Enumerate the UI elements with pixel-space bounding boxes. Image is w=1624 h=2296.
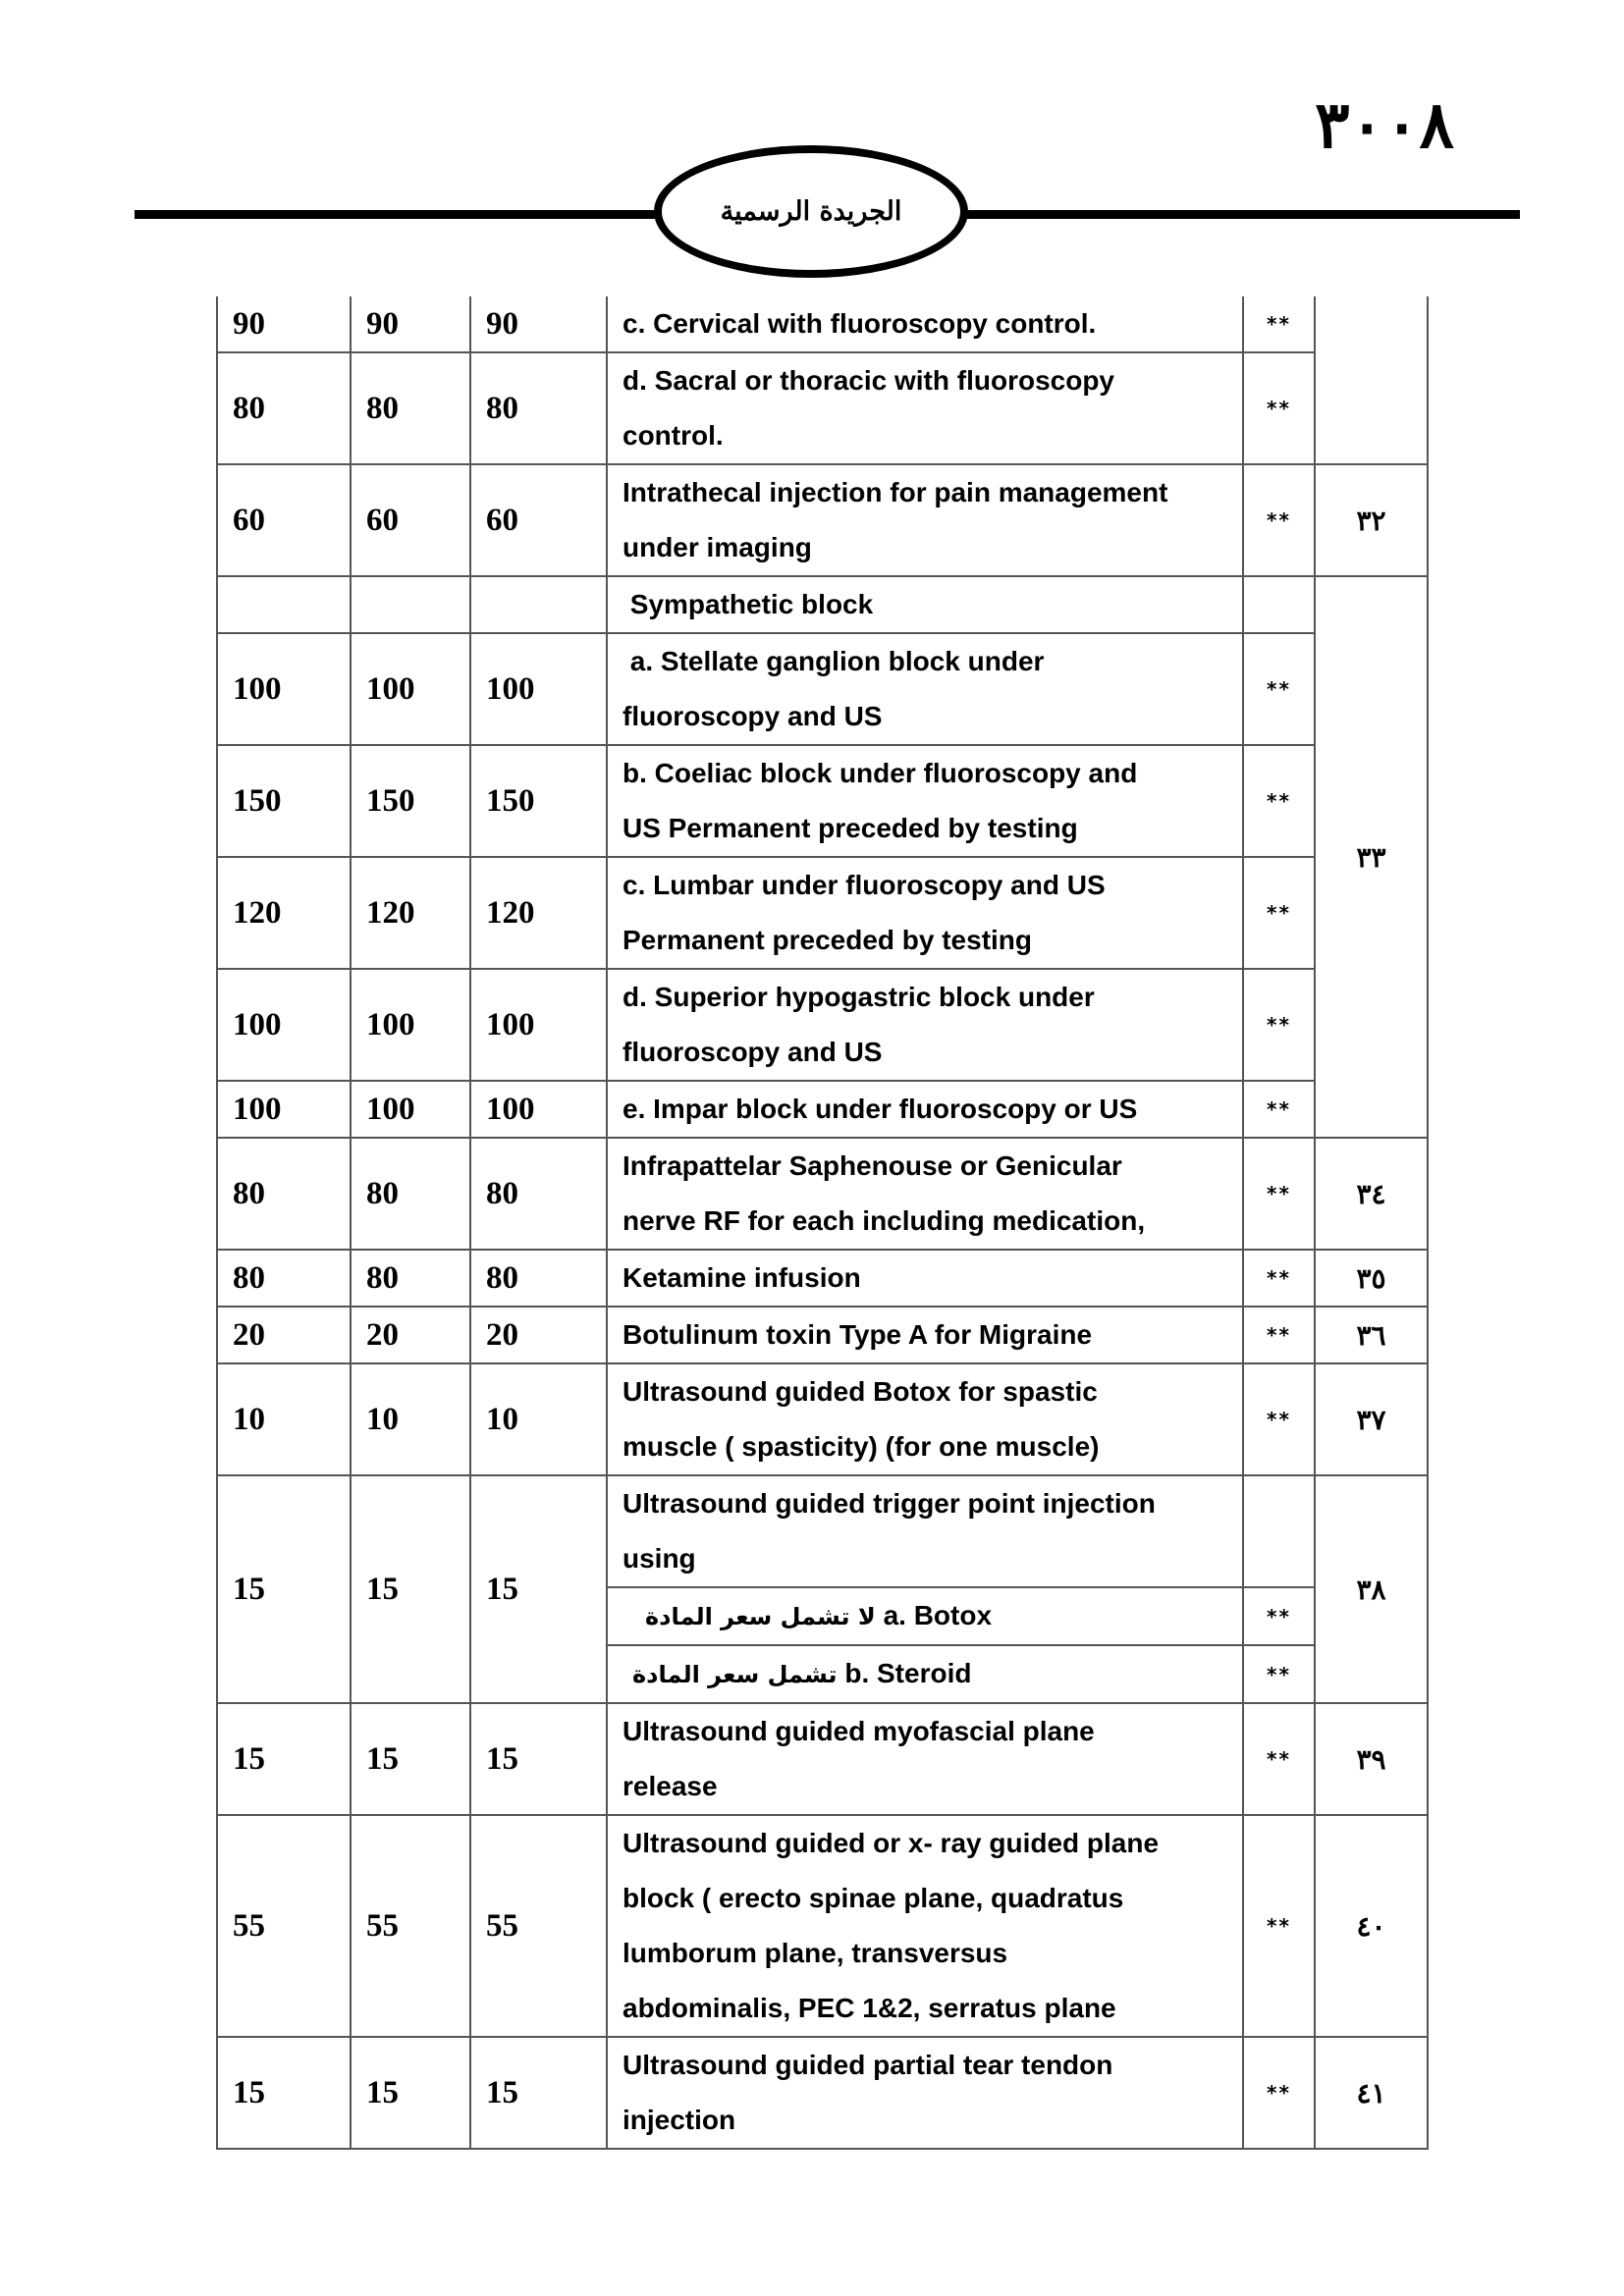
code-cell: ** (1243, 464, 1315, 576)
table-row (217, 1138, 1428, 1250)
fee-cell: 80 (470, 1250, 607, 1307)
description-cell (607, 969, 1243, 1081)
fee-cell: 120 (217, 857, 351, 969)
code-cell: ** (1243, 1250, 1315, 1307)
fee-cell: 100 (351, 1081, 470, 1138)
description-line: Ultrasound guided Botox for spastic (623, 1376, 1098, 1407)
fee-cell: 90 (470, 296, 607, 352)
fee-cell: 80 (217, 1138, 351, 1250)
header-rule-left (135, 210, 665, 219)
code-cell: ** (1243, 1587, 1315, 1645)
table-row (217, 1475, 1428, 1587)
fee-cell: 100 (351, 969, 470, 1081)
arabic-note: تشمل سعر المادة (632, 1661, 838, 1688)
fee-cell: 60 (470, 464, 607, 576)
fee-cell: 100 (217, 1081, 351, 1138)
table-row (217, 1250, 1428, 1307)
fee-cell: 15 (217, 2037, 351, 2149)
code-cell: ** (1243, 1703, 1315, 1815)
item-number-cell: ٣٥ (1315, 1250, 1428, 1307)
fee-cell: 150 (351, 745, 470, 857)
fee-cell: 80 (470, 352, 607, 464)
description-line: using (623, 1543, 696, 1574)
table-row (217, 352, 1428, 464)
fee-cell: 150 (217, 745, 351, 857)
fee-cell: 10 (217, 1363, 351, 1475)
description-line (632, 1646, 1230, 1702)
description-line: Infrapattelar Saphenouse or Genicular (623, 1150, 1122, 1181)
table-row (217, 1363, 1428, 1475)
fee-table (216, 296, 1429, 2150)
description-line: d. Sacral or thoracic with fluoroscopy (623, 365, 1114, 396)
table-row (217, 464, 1428, 576)
table-row (217, 1815, 1428, 2037)
code-cell: ** (1243, 352, 1315, 464)
description-line: b. Coeliac block under fluoroscopy and (623, 758, 1138, 788)
fee-cell: 15 (351, 1703, 470, 1815)
description-cell (607, 745, 1243, 857)
table-row (217, 1081, 1428, 1138)
fee-cell: 15 (351, 2037, 470, 2149)
fee-cell: 150 (470, 745, 607, 857)
fee-cell: 10 (470, 1363, 607, 1475)
fee-cell: 100 (470, 1081, 607, 1138)
fee-cell: 100 (217, 633, 351, 745)
description-line: control. (623, 420, 724, 451)
code-cell: ** (1243, 1363, 1315, 1475)
table-row (217, 2037, 1428, 2149)
code-cell: ** (1243, 1307, 1315, 1363)
code-cell: ** (1243, 1081, 1315, 1138)
item-number-cell: ٤٠ (1315, 1815, 1428, 2037)
description-line: Ketamine infusion (623, 1262, 861, 1293)
fee-cell: 90 (351, 296, 470, 352)
description-line: block ( erecto spinae plane, quadratus (623, 1883, 1124, 1913)
description-line: muscle ( spasticity) (for one muscle) (623, 1431, 1100, 1462)
fee-cell: 15 (470, 1475, 607, 1703)
description-cell (607, 1475, 1243, 1587)
fee-cell: 60 (351, 464, 470, 576)
description-cell (607, 857, 1243, 969)
fee-cell: 100 (351, 633, 470, 745)
item-number-cell: ٣٧ (1315, 1363, 1428, 1475)
table-row (217, 857, 1428, 969)
description-line: US Permanent preceded by testing (623, 813, 1078, 843)
fee-cell: 80 (217, 352, 351, 464)
fee-cell: 15 (470, 2037, 607, 2149)
description-cell (607, 1587, 1243, 1645)
gazette-title: الجريدة الرسمية (720, 196, 902, 227)
description-line: Ultrasound guided trigger point injection (623, 1488, 1156, 1519)
fee-cell: 55 (351, 1815, 470, 2037)
fee-cell: 80 (351, 1138, 470, 1250)
description-line: c. Lumbar under fluoroscopy and US (623, 870, 1106, 900)
description-cell (607, 2037, 1243, 2149)
option-label: a. Botox (883, 1600, 993, 1630)
fee-cell: 100 (470, 969, 607, 1081)
table-row (217, 576, 1428, 633)
description-cell (607, 1138, 1243, 1250)
fee-cell: 15 (217, 1475, 351, 1703)
fee-cell: 100 (217, 969, 351, 1081)
item-number-cell: ٣٢ (1315, 464, 1428, 576)
description-line: lumborum plane, transversus (623, 1938, 1008, 1968)
description-line: Ultrasound guided or x- ray guided plane (623, 1828, 1160, 1858)
fee-cell: 55 (217, 1815, 351, 2037)
fee-cell: 80 (470, 1138, 607, 1250)
fee-cell: 100 (470, 633, 607, 745)
description-line: abdominalis, PEC 1&2, serratus plane (623, 1993, 1116, 2023)
code-cell (1243, 1475, 1315, 1587)
page-number: ٣٠٠٨ (1315, 86, 1454, 163)
description-line: Intrathecal injection for pain management (623, 477, 1168, 507)
item-number-cell: ٣٨ (1315, 1475, 1428, 1703)
table-row (217, 1307, 1428, 1363)
description-line: e. Impar block under fluoroscopy or US (623, 1094, 1138, 1124)
table-row (217, 969, 1428, 1081)
item-number-cell: ٣٣ (1315, 576, 1428, 1138)
description-cell (607, 1081, 1243, 1138)
item-number-cell: ٣٦ (1315, 1307, 1428, 1363)
fee-cell: 10 (351, 1363, 470, 1475)
fee-cell (470, 576, 607, 633)
header-rule-right (965, 210, 1520, 219)
description-line: Sympathetic block (623, 589, 874, 619)
option-label: b. Steroid (844, 1658, 972, 1688)
table-row (217, 296, 1428, 352)
fee-cell: 120 (470, 857, 607, 969)
description-cell (607, 464, 1243, 576)
code-cell: ** (1243, 857, 1315, 969)
table-row (217, 1703, 1428, 1815)
description-cell (607, 1703, 1243, 1815)
description-line: fluoroscopy and US (623, 1037, 883, 1067)
code-cell: ** (1243, 969, 1315, 1081)
fee-cell: 55 (470, 1815, 607, 2037)
description-cell (607, 1307, 1243, 1363)
code-cell: ** (1243, 2037, 1315, 2149)
description-cell (607, 1363, 1243, 1475)
arabic-note: لا تشمل سعر المادة (645, 1603, 876, 1630)
fee-cell: 20 (217, 1307, 351, 1363)
fee-cell: 80 (351, 352, 470, 464)
description-line: Permanent preceded by testing (623, 925, 1033, 955)
description-line: Botulinum toxin Type A for Migraine (623, 1319, 1093, 1350)
description-cell (607, 296, 1243, 352)
fee-cell: 80 (351, 1250, 470, 1307)
description-line: release (623, 1771, 718, 1801)
description-cell (607, 1645, 1243, 1703)
description-cell (607, 352, 1243, 464)
item-number-cell: ٣٩ (1315, 1703, 1428, 1815)
fee-cell: 20 (351, 1307, 470, 1363)
item-number-cell: ٤١ (1315, 2037, 1428, 2149)
fee-cell: 20 (470, 1307, 607, 1363)
code-cell (1243, 576, 1315, 633)
gazette-header-oval (654, 145, 968, 278)
code-cell: ** (1243, 1645, 1315, 1703)
description-cell (607, 1815, 1243, 2037)
description-line: a. Stellate ganglion block under (623, 646, 1045, 676)
fee-cell: 90 (217, 296, 351, 352)
description-line: Ultrasound guided partial tear tendon (623, 2050, 1113, 2080)
description-cell (607, 576, 1243, 633)
description-line: fluoroscopy and US (623, 701, 883, 731)
description-line: under imaging (623, 532, 812, 562)
description-line: Ultrasound guided myofascial plane (623, 1716, 1095, 1746)
description-line: c. Cervical with fluoroscopy control. (623, 308, 1097, 339)
description-line (645, 1588, 1230, 1644)
fee-cell (217, 576, 351, 633)
item-number-cell: ٣٤ (1315, 1138, 1428, 1250)
description-line: injection (623, 2105, 736, 2135)
code-cell: ** (1243, 1138, 1315, 1250)
table-row (217, 633, 1428, 745)
description-cell (607, 633, 1243, 745)
code-cell: ** (1243, 633, 1315, 745)
item-number-cell (1315, 296, 1428, 464)
code-cell: ** (1243, 745, 1315, 857)
fee-cell: 80 (217, 1250, 351, 1307)
fee-cell: 60 (217, 464, 351, 576)
code-cell: ** (1243, 1815, 1315, 2037)
table-row (217, 745, 1428, 857)
fee-cell (351, 576, 470, 633)
fee-cell: 15 (351, 1475, 470, 1703)
fee-cell: 15 (217, 1703, 351, 1815)
fee-cell: 120 (351, 857, 470, 969)
fee-cell: 15 (470, 1703, 607, 1815)
description-line: d. Superior hypogastric block under (623, 982, 1095, 1012)
description-line: nerve RF for each including medication, (623, 1205, 1146, 1236)
code-cell: ** (1243, 296, 1315, 352)
description-cell (607, 1250, 1243, 1307)
